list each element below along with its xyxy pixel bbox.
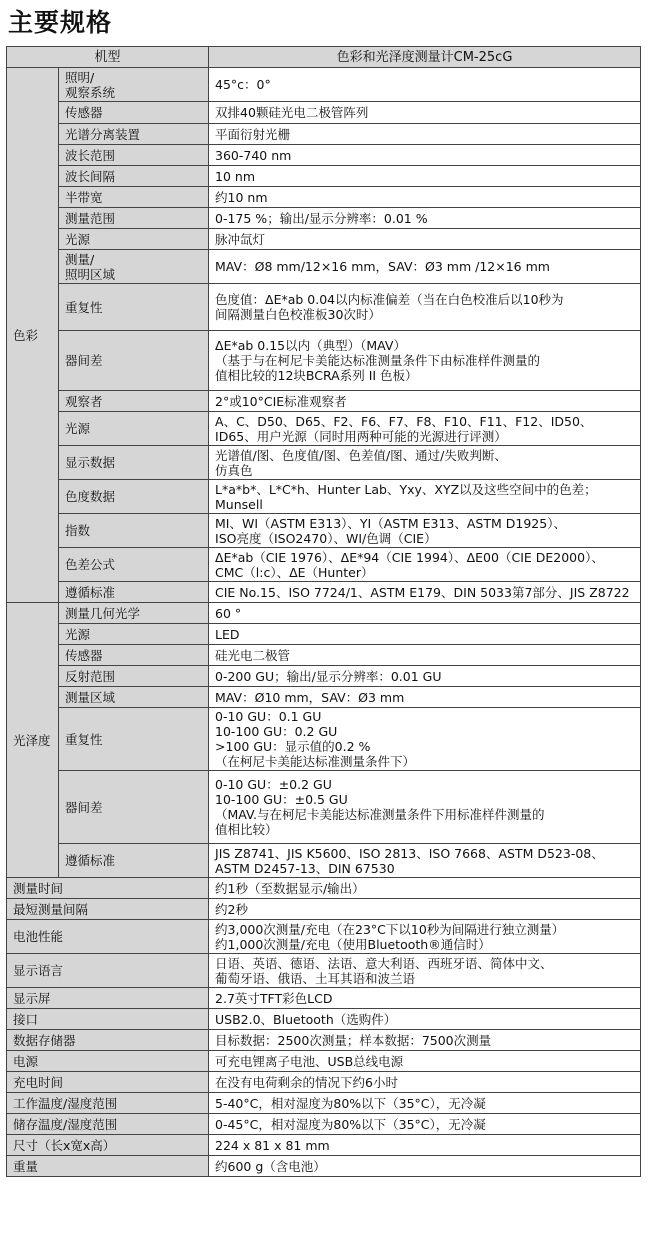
spec-label: 储存温度/湿度范围 <box>7 1114 209 1135</box>
color-row <box>7 514 641 548</box>
color-row <box>7 391 641 412</box>
spec-value: 约3,000次测量/充电（在23°C下以10秒为间隔进行独立测量） 约1,000次测量/充电（使用Bluetooth®通信时） <box>209 920 641 954</box>
spec-label: 传感器 <box>59 645 209 666</box>
spec-value: 脉冲氙灯 <box>209 229 641 250</box>
spec-label: 工作温度/湿度范围 <box>7 1093 209 1114</box>
spec-value: 2.7英寸TFT彩色LCD <box>209 988 641 1009</box>
spec-value: 5-40°C，相对湿度为80%以下（35°C），无冷凝 <box>209 1093 641 1114</box>
spec-label: 重复性 <box>59 284 209 331</box>
spec-value: JIS Z8741、JIS K5600、ISO 2813、ISO 7668、ASTM D523-08、 ASTM D2457-13、DIN 67530 <box>209 844 641 878</box>
page-title: 主要规格 <box>8 8 113 37</box>
general-row <box>7 1009 641 1030</box>
spec-value: MAV：Ø8 mm/12×16 mm，SAV：Ø3 mm /12×16 mm <box>209 250 641 284</box>
spec-value: 在没有电荷剩余的情况下约6小时 <box>209 1072 641 1093</box>
spec-label: 测量区域 <box>59 687 209 708</box>
spec-label: 测量/ 照明区域 <box>59 250 209 284</box>
gloss-row <box>7 645 641 666</box>
spec-label: 半带宽 <box>59 187 209 208</box>
spec-value: 平面衍射光栅 <box>209 124 641 145</box>
general-row <box>7 878 641 899</box>
spec-value: 60 ° <box>209 603 641 624</box>
spec-value: 0-45°C，相对湿度为80%以下（35°C），无冷凝 <box>209 1114 641 1135</box>
spec-value: 224 x 81 x 81 mm <box>209 1135 641 1156</box>
color-row <box>7 446 641 480</box>
spec-value: 硅光电二极管 <box>209 645 641 666</box>
spec-value: 双排40颗硅光电二极管阵列 <box>209 102 641 124</box>
general-row <box>7 920 641 954</box>
spec-value: 0-175 %；输出/显示分辨率：0.01 % <box>209 208 641 229</box>
spec-label: 电源 <box>7 1051 209 1072</box>
spec-label: 光源 <box>59 412 209 446</box>
gloss-row <box>7 666 641 687</box>
spec-value: 约1秒（至数据显示/输出） <box>209 878 641 899</box>
spec-label: 重量 <box>7 1156 209 1177</box>
spec-label: 遵循标准 <box>59 844 209 878</box>
general-row <box>7 954 641 988</box>
spec-label: 光源 <box>59 229 209 250</box>
spec-label: 遵循标准 <box>59 582 209 603</box>
spec-value: 360-740 nm <box>209 145 641 166</box>
spec-value: 0-200 GU；输出/显示分辨率：0.01 GU <box>209 666 641 687</box>
spec-value: 10 nm <box>209 166 641 187</box>
spec-value: USB2.0、Bluetooth（选购件） <box>209 1009 641 1030</box>
spec-label: 器间差 <box>59 771 209 844</box>
color-row <box>7 229 641 250</box>
color-row <box>7 124 641 145</box>
spec-label: 色度数据 <box>59 480 209 514</box>
spec-value: 可充电锂离子电池、USB总线电源 <box>209 1051 641 1072</box>
color-row <box>7 582 641 603</box>
color-row <box>7 68 641 102</box>
spec-label: 重复性 <box>59 708 209 771</box>
color-row <box>7 284 641 331</box>
spec-label: 数据存储器 <box>7 1030 209 1051</box>
spec-label: 测量时间 <box>7 878 209 899</box>
spec-label: 光谱分离装置 <box>59 124 209 145</box>
spec-label: 显示语言 <box>7 954 209 988</box>
spec-label: 电池性能 <box>7 920 209 954</box>
spec-value: 0-10 GU：0.1 GU 10-100 GU：0.2 GU >100 GU：显示值的0.2 % （在柯尼卡美能达标准测量条件下） <box>209 708 641 771</box>
table-header-row <box>7 47 641 68</box>
spec-label: 器间差 <box>59 331 209 391</box>
header-model-value: 色彩和光泽度测量计CM-25cG <box>209 47 641 68</box>
general-row <box>7 899 641 920</box>
gloss-row <box>7 771 641 844</box>
spec-label: 测量范围 <box>59 208 209 229</box>
spec-label: 尺寸（长x宽x高） <box>7 1135 209 1156</box>
gloss-row <box>7 603 641 624</box>
color-row <box>7 102 641 124</box>
spec-label: 传感器 <box>59 102 209 124</box>
color-row <box>7 250 641 284</box>
spec-label: 反射范围 <box>59 666 209 687</box>
gloss-row <box>7 708 641 771</box>
spec-value: CIE No.15、ISO 7724/1、ASTM E179、DIN 5033第7部分、JIS Z8722 <box>209 582 641 603</box>
color-row <box>7 187 641 208</box>
general-row <box>7 1030 641 1051</box>
spec-table <box>6 46 641 1177</box>
spec-label: 测量几何光学 <box>59 603 209 624</box>
spec-value: ΔE*ab 0.15以内（典型）（MAV） （基于与在柯尼卡美能达标准测量条件下由标准样件测量的 值相比较的12块BCRA系列 II 色板） <box>209 331 641 391</box>
spec-value: LED <box>209 624 641 645</box>
color-row <box>7 412 641 446</box>
gloss-row <box>7 687 641 708</box>
gloss-row <box>7 624 641 645</box>
spec-value: ΔE*ab（CIE 1976）、ΔE*94（CIE 1994）、ΔE00（CIE DE2000）、 CMC（l:c）、ΔE（Hunter） <box>209 548 641 582</box>
general-row <box>7 1072 641 1093</box>
spec-label: 色差公式 <box>59 548 209 582</box>
spec-value: 日语、英语、德语、法语、意大利语、西班牙语、简体中文、 葡萄牙语、俄语、土耳其语和波兰语 <box>209 954 641 988</box>
spec-value: 约10 nm <box>209 187 641 208</box>
spec-value: 约600 g（含电池） <box>209 1156 641 1177</box>
gloss-section-label: 光泽度 <box>7 603 59 878</box>
spec-value: MI、WI（ASTM E313）、YI（ASTM E313、ASTM D1925）、 ISO亮度（ISO2470）、WI/色调（CIE） <box>209 514 641 548</box>
spec-label: 指数 <box>59 514 209 548</box>
general-row <box>7 1135 641 1156</box>
spec-value: 2°或10°CIE标准观察者 <box>209 391 641 412</box>
spec-value: L*a*b*、L*C*h、Hunter Lab、Yxy、XYZ以及这些空间中的色差； Munsell <box>209 480 641 514</box>
general-row <box>7 1156 641 1177</box>
color-row <box>7 548 641 582</box>
spec-label: 显示数据 <box>59 446 209 480</box>
color-section-label: 色彩 <box>7 68 59 603</box>
spec-value: A、C、D50、D65、F2、F6、F7、F8、F10、F11、F12、ID50、 ID65、用户光源（同时用两种可能的光源进行评测） <box>209 412 641 446</box>
spec-value: 45°c：0° <box>209 68 641 102</box>
spec-label: 显示屏 <box>7 988 209 1009</box>
spec-label: 接口 <box>7 1009 209 1030</box>
spec-value: 约2秒 <box>209 899 641 920</box>
color-row <box>7 145 641 166</box>
spec-label: 光源 <box>59 624 209 645</box>
spec-label: 波长范围 <box>59 145 209 166</box>
general-row <box>7 988 641 1009</box>
spec-label: 波长间隔 <box>59 166 209 187</box>
spec-value: 光谱值/图、色度值/图、色差值/图、通过/失败判断、 仿真色 <box>209 446 641 480</box>
spec-label: 充电时间 <box>7 1072 209 1093</box>
spec-label: 观察者 <box>59 391 209 412</box>
general-row <box>7 1093 641 1114</box>
color-row <box>7 480 641 514</box>
gloss-row <box>7 844 641 878</box>
spec-value: 0-10 GU：±0.2 GU 10-100 GU：±0.5 GU （MAV.与在柯尼卡美能达标准测量条件下用标准样件测量的 值相比较） <box>209 771 641 844</box>
color-row <box>7 208 641 229</box>
spec-value: MAV：Ø10 mm，SAV：Ø3 mm <box>209 687 641 708</box>
color-row <box>7 331 641 391</box>
general-row <box>7 1114 641 1135</box>
color-row <box>7 166 641 187</box>
general-row <box>7 1051 641 1072</box>
spec-value: 目标数据：2500次测量；样本数据：7500次测量 <box>209 1030 641 1051</box>
spec-label: 最短测量间隔 <box>7 899 209 920</box>
header-model-label: 机型 <box>7 47 209 68</box>
spec-label: 照明/ 观察系统 <box>59 68 209 102</box>
spec-value: 色度值：ΔE*ab 0.04以内标准偏差（当在白色校准后以10秒为 间隔测量白色校准板30次时） <box>209 284 641 331</box>
